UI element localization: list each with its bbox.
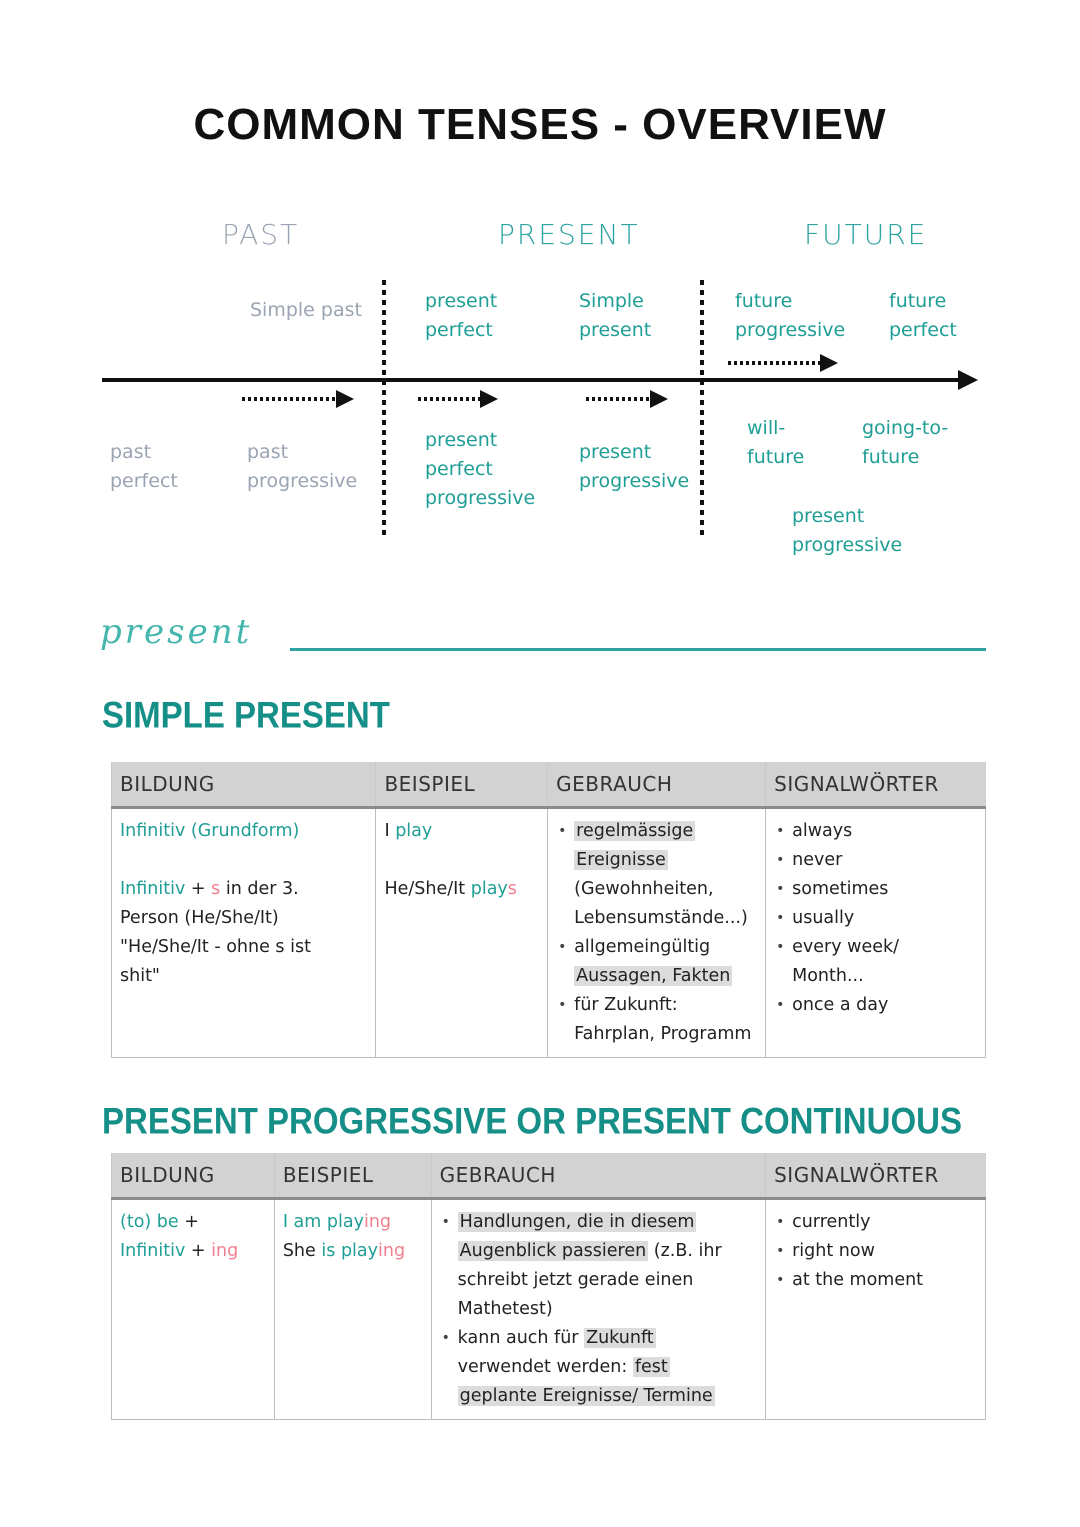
list-item: • once a day <box>792 991 977 1020</box>
cell-beispiel: I am playing She is playing <box>274 1199 431 1420</box>
label-simple-present: Simple present <box>579 290 652 341</box>
list-item: • every week/ Month... <box>792 933 977 991</box>
cell-gebrauch <box>431 1199 765 1420</box>
list-item: • usually <box>792 904 977 933</box>
past-heading: PAST <box>222 218 300 251</box>
header-bildung: BILDUNG <box>112 1153 275 1199</box>
label-past-progressive: past progressive <box>247 441 358 492</box>
future-heading: FUTURE <box>804 218 928 251</box>
list-item: • regelmässige Ereignisse (Gewohnheiten, Lebensumstände...) <box>574 817 757 933</box>
present-progressive-heading: PRESENT PROGRESSIVE OR PRESENT CONTINUOUS <box>102 1100 962 1142</box>
list-item: • Handlungen, die in diesem Augenblick passieren (z.B. ihr schreibt jetzt gerade einen Mathetest) <box>458 1208 757 1324</box>
simple-present-table <box>111 762 986 1058</box>
label-present-progressive-future: present progressive <box>792 505 903 556</box>
cell-gebrauch <box>548 808 766 1058</box>
label-present-progressive: present progressive <box>579 441 690 492</box>
label-future-perfect: future perfect <box>889 290 957 341</box>
label-past-perfect: past perfect <box>110 441 178 492</box>
list-item: • kann auch für Zukunft verwendet werden: fest geplante Ereignisse/ Termine <box>458 1324 757 1411</box>
list-item: • at the moment <box>792 1266 977 1295</box>
list-item: • allgemeingültig Aussagen, Fakten <box>574 933 757 991</box>
cell-beispiel: I play He/She/It plays <box>376 808 548 1058</box>
section-title: present <box>100 612 253 652</box>
cell-signalwoerter <box>766 1199 986 1420</box>
label-present-perfect-progressive: present perfect progressive <box>425 429 536 509</box>
list-item: • sometimes <box>792 875 977 904</box>
list-item: • never <box>792 846 977 875</box>
cell-bildung: (to) be + Infinitiv + ing <box>112 1199 275 1420</box>
cell-bildung: Infinitiv (Grundform) Infinitiv + s in der 3. Person (He/She/It) "He/She/It - ohne s ist shit" <box>112 808 376 1058</box>
label-present-perfect: present perfect <box>425 290 498 341</box>
header-bildung: BILDUNG <box>112 762 376 808</box>
timeline-axis <box>102 370 978 390</box>
header-beispiel: BEISPIEL <box>274 1153 431 1199</box>
cell-signalwoerter <box>766 808 986 1058</box>
page-title: COMMON TENSES - OVERVIEW <box>193 100 887 149</box>
list-item: • always <box>792 817 977 846</box>
label-will-future: will- future <box>747 417 805 468</box>
header-signalwoerter: SIGNALWÖRTER <box>766 762 986 808</box>
header-gebrauch: GEBRAUCH <box>431 1153 765 1199</box>
present-progressive-table <box>111 1153 986 1420</box>
present-heading: PRESENT <box>498 218 640 251</box>
header-signalwoerter: SIGNALWÖRTER <box>766 1153 986 1199</box>
list-item: • right now <box>792 1237 977 1266</box>
label-going-to-future: going-to- future <box>862 417 949 468</box>
header-gebrauch: GEBRAUCH <box>548 762 766 808</box>
simple-present-heading: SIMPLE PRESENT <box>102 694 390 736</box>
list-item: • currently <box>792 1208 977 1237</box>
label-future-progressive: future progressive <box>735 290 846 341</box>
header-beispiel: BEISPIEL <box>376 762 548 808</box>
list-item: • für Zukunft: Fahrplan, Programm <box>574 991 757 1049</box>
section-underline <box>290 648 986 651</box>
label-simple-past: Simple past <box>250 299 362 321</box>
